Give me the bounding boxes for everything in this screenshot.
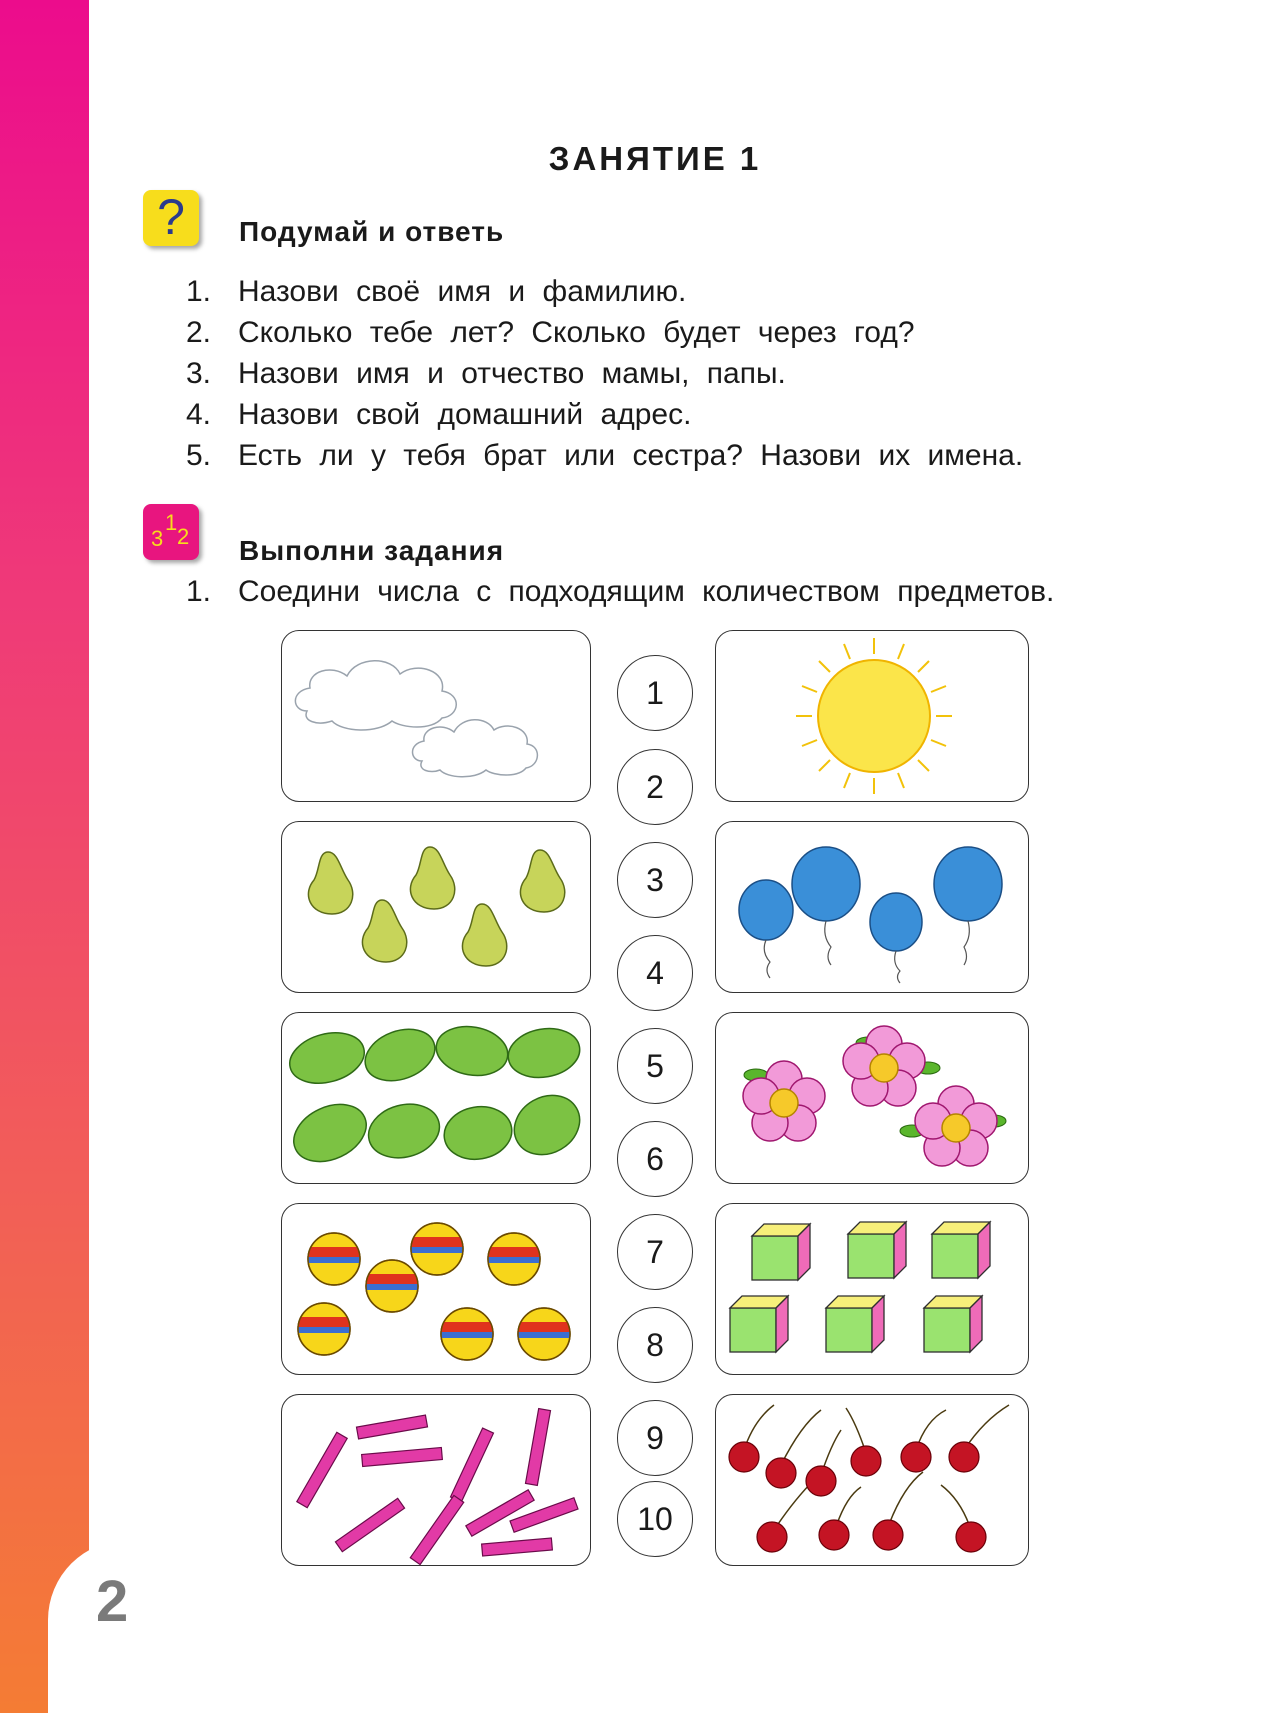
question-list [186,271,1023,476]
flower [843,1026,925,1106]
number-2[interactable]: 2 [617,749,693,825]
list-item: 1. Назови своё имя и фамилию. [186,275,687,308]
svg-text:3: 3 [151,526,164,551]
list-item: 2. Сколько тебе лет? Сколько будет через год? [186,316,915,349]
number-10[interactable]: 10 [617,1481,693,1557]
svg-text:1: 1 [165,510,178,535]
leaf [358,1020,442,1090]
sun [818,660,930,772]
pears-card[interactable] [281,821,591,993]
pencil [297,1432,347,1507]
svg-text:2: 2 [177,524,190,549]
cherry [901,1442,931,1472]
cherry [766,1458,796,1488]
pencil [410,1495,463,1564]
ball [488,1233,540,1285]
sun-illustration [716,631,1028,801]
clouds-card[interactable] [281,630,591,802]
pencil [335,1498,404,1551]
number-7[interactable]: 7 [617,1214,693,1290]
ball [308,1233,360,1285]
pencil [451,1428,494,1502]
flowers-card[interactable] [715,1012,1029,1184]
pear [462,904,506,966]
cubes-illustration [716,1204,1028,1374]
pencils-card[interactable] [281,1394,591,1566]
cherry [819,1520,849,1550]
balls-card[interactable] [281,1203,591,1375]
color-sidebar [0,0,89,1713]
list-item: 5. Есть ли у тебя брат или сестра? Назови их имена. [186,439,1024,472]
number-6[interactable]: 6 [617,1121,693,1197]
section-heading-think: Подумай и ответь [239,216,505,247]
cherries-card[interactable] [715,1394,1029,1566]
cube [826,1296,884,1352]
leaf [285,1093,376,1172]
ball [298,1303,350,1355]
cube [932,1222,990,1278]
ball [411,1223,463,1275]
cherry [757,1522,787,1552]
page-number: 2 [96,1569,129,1634]
cube [752,1224,810,1280]
leaves-card[interactable] [281,1012,591,1184]
leaf [504,1023,583,1083]
balloon [934,847,1002,921]
cube [730,1296,788,1352]
leaf [440,1101,516,1164]
cloud [295,661,456,730]
lesson-title: ЗАНЯТИЕ 1 [548,140,762,177]
flower [915,1086,997,1166]
cherry [956,1522,986,1552]
pencils-illustration [282,1395,590,1565]
pencil [482,1538,553,1556]
sun-card[interactable] [715,630,1029,802]
leaf [504,1084,590,1166]
pencil [362,1448,443,1467]
cubes-card[interactable] [715,1203,1029,1375]
pear [520,850,564,912]
cherries-illustration [716,1395,1028,1565]
balloon [792,847,860,921]
cube [924,1296,982,1352]
balls-illustration [282,1204,590,1374]
leaf [362,1097,445,1166]
cloud [413,720,538,777]
number-4[interactable]: 4 [617,935,693,1011]
leaves-illustration [282,1013,590,1183]
leaf [432,1021,511,1081]
number-8[interactable]: 8 [617,1307,693,1383]
number-9[interactable]: 9 [617,1400,693,1476]
cherry [851,1446,881,1476]
balloon [870,893,922,951]
cherry [729,1442,759,1472]
task-item: 1. Соедини числа с подходящим количеством предметов. [186,575,1055,608]
ball [441,1308,493,1360]
cherry [873,1520,903,1550]
question-mark-icon: ? [143,190,199,246]
ball [366,1260,418,1312]
pencil [356,1415,427,1439]
balloons-illustration [716,822,1028,992]
list-item: 4. Назови свой домашний адрес. [186,398,692,431]
pear [410,847,454,909]
ball [518,1308,570,1360]
flowers-illustration [716,1013,1028,1183]
clouds-illustration [282,631,590,801]
leaf [284,1025,370,1091]
cube [848,1222,906,1278]
numbers-icon [143,504,199,560]
number-5[interactable]: 5 [617,1028,693,1104]
list-item: 3. Назови имя и отчество мамы, папы. [186,357,786,390]
cherry [806,1466,836,1496]
balloon [739,880,793,940]
pencil [525,1409,550,1486]
number-1[interactable]: 1 [617,655,693,731]
cherry [949,1442,979,1472]
pear [308,852,352,914]
pear [362,900,406,962]
number-3[interactable]: 3 [617,842,693,918]
balloons-card[interactable] [715,821,1029,993]
section-heading-tasks: Выполни задания [239,535,505,566]
pears-illustration [282,822,590,992]
